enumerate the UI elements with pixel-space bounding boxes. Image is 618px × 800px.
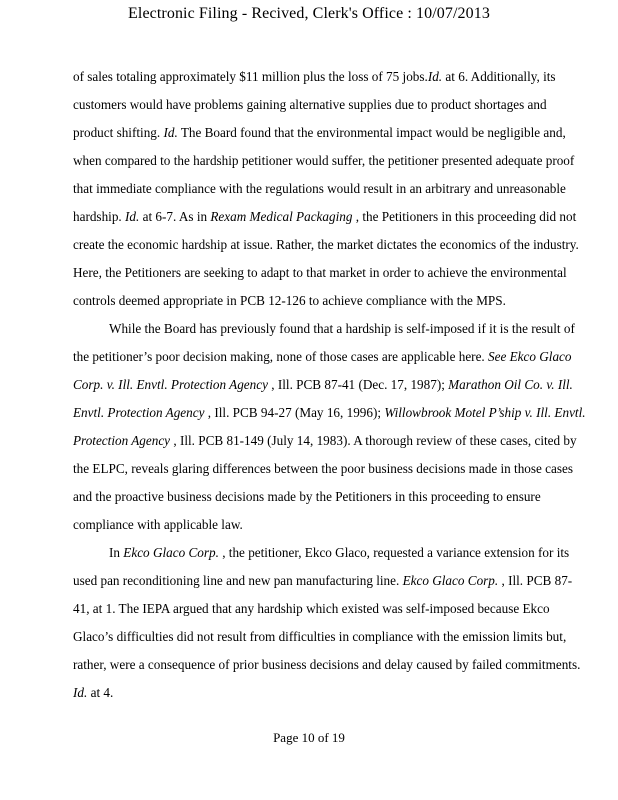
text-run: , Ill. PCB 87-41 (Dec. 17, 1987); — [267, 377, 449, 392]
text-run: product shifting. — [73, 125, 164, 140]
text-run: that immediate compliance with the regulations would result in an arbitrary and unreasonable — [73, 181, 566, 196]
text-run: , Ill. PCB 87- — [498, 573, 573, 588]
text-line — [73, 231, 595, 259]
italic-citation: Id. — [163, 125, 178, 140]
text-run: , Ill. PCB 94-27 (May 16, 1996); — [204, 405, 385, 420]
page-number: Page 10 of 19 — [273, 730, 345, 745]
text-run: , Ill. PCB 81-149 (July 14, 1983). A thorough review of these cases, cited by — [170, 433, 577, 448]
text-run: In — [109, 545, 124, 560]
text-run: 41, at 1. The IEPA argued that any hardship which existed was self-imposed because Ekco — [73, 601, 550, 616]
text-line — [73, 511, 595, 539]
italic-citation: Envtl. Protection Agency — [73, 405, 205, 420]
text-run: create the economic hardship at issue. Rather, the market dictates the economics of the industry. — [73, 237, 579, 252]
text-line — [73, 371, 595, 399]
text-line — [73, 595, 595, 623]
text-run: customers would have problems gaining alternative supplies due to product shortages and — [73, 97, 547, 112]
text-line — [73, 343, 595, 371]
italic-citation: Id. — [125, 209, 140, 224]
italic-citation: Ekco Glaco Corp. — [123, 545, 219, 560]
text-line — [73, 203, 595, 231]
text-run: at 4. — [87, 685, 114, 700]
text-line — [73, 455, 595, 483]
text-line — [73, 679, 595, 707]
italic-citation: Willowbrook Motel P’ship v. Ill. Envtl. — [384, 405, 586, 420]
text-run: the petitioner’s poor decision making, none of those cases are applicable here. — [73, 349, 489, 364]
italic-citation: Protection Agency — [73, 433, 171, 448]
text-run: , the petitioner, Ekco Glaco, requested a variance extension for its — [218, 545, 570, 560]
text-line — [73, 539, 595, 567]
italic-citation: Corp. v. Ill. Envtl. Protection Agency — [73, 377, 268, 392]
text-run: Glaco’s difficulties did not result from difficulties in compliance with the emission limits but, — [73, 629, 567, 644]
text-run: of sales totaling approximately $11 million plus the loss of 75 jobs. — [73, 69, 428, 84]
text-line — [73, 427, 595, 455]
text-run: the ELPC, reveals glaring differences between the poor business decisions made in those cases — [73, 461, 574, 476]
italic-citation: See Ekco Glaco — [488, 349, 572, 364]
text-run: at 6. Additionally, its — [442, 69, 556, 84]
text-run: when compared to the hardship petitioner would suffer, the petitioner presented adequate proof — [73, 153, 575, 168]
text-line — [73, 175, 595, 203]
text-run: at 6-7. As in — [139, 209, 211, 224]
text-line — [73, 119, 595, 147]
text-run: rather, were a consequence of prior business decisions and delay caused by failed commitments. — [73, 657, 581, 672]
text-run: hardship. — [73, 209, 126, 224]
text-line — [73, 623, 595, 651]
text-run: Here, the Petitioners are seeking to adapt to that market in order to achieve the environmental — [73, 265, 567, 280]
italic-citation: Marathon Oil Co. v. Ill. — [448, 377, 573, 392]
text-run: controls deemed appropriate in PCB 12-126 to achieve compliance with the MPS. — [73, 293, 506, 308]
text-run: , the Petitioners in this proceeding did not — [352, 209, 577, 224]
italic-citation: Ekco Glaco Corp. — [402, 573, 499, 588]
text-line — [73, 287, 595, 315]
text-line — [73, 483, 595, 511]
text-run: used pan reconditioning line and new pan manufacturing line. — [73, 573, 403, 588]
text-line — [73, 651, 595, 679]
text-run: and the proactive business decisions made by the Petitioners in this proceeding to ensure — [73, 489, 541, 504]
text-line — [73, 567, 595, 595]
document-body — [73, 63, 595, 707]
italic-citation: Id. — [73, 685, 88, 700]
italic-citation: Id. — [427, 69, 443, 84]
filing-header: Electronic Filing - Recived, Clerk's Office : 10/07/2013 — [128, 5, 490, 22]
text-run: While the Board has previously found that a hardship is self-imposed if it is the result of — [109, 321, 575, 336]
text-line — [73, 259, 595, 287]
text-line — [73, 91, 595, 119]
text-line — [73, 315, 595, 343]
text-run: compliance with applicable law. — [73, 517, 243, 532]
italic-citation: Rexam Medical Packaging — [210, 209, 353, 224]
text-run: The Board found that the environmental impact would be negligible and, — [177, 125, 566, 140]
text-line — [73, 399, 595, 427]
text-line — [73, 63, 595, 91]
text-line — [73, 147, 595, 175]
